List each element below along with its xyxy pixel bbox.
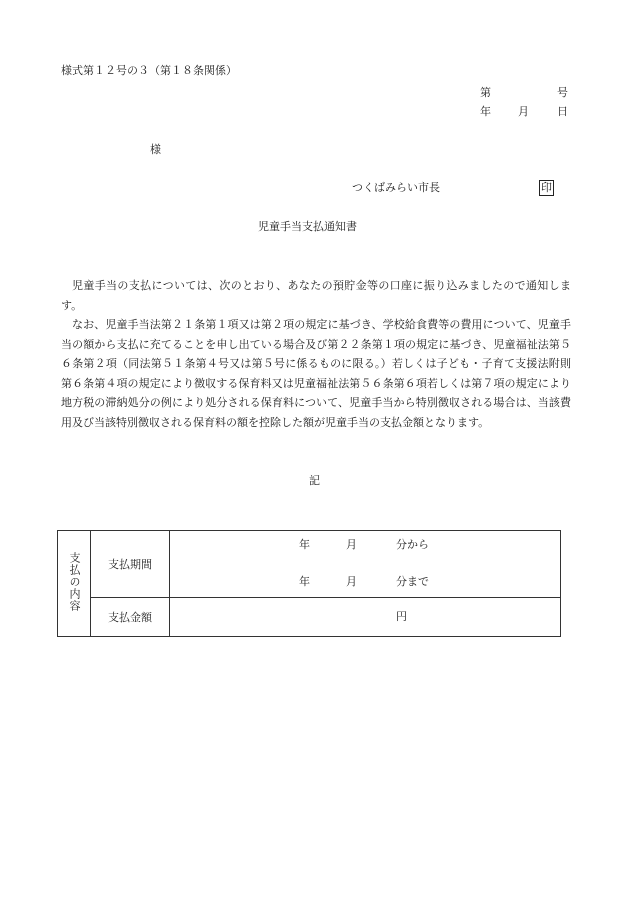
- period-to-year: 年: [299, 575, 310, 588]
- period-label: 支払期間: [91, 531, 170, 598]
- amount-label: 支払金額: [91, 598, 170, 637]
- amount-unit: 円: [396, 610, 407, 623]
- body-paragraph-1: 児童手当の支払については、次のとおり、あなたの預貯金等の口座に振り込みましたので通知します。: [61, 279, 571, 312]
- period-from-month: 月: [346, 538, 357, 551]
- date-year: 年: [480, 105, 491, 118]
- document-title: 児童手当支払通知書: [258, 220, 357, 233]
- payment-table: [57, 530, 561, 637]
- date-month: 月: [518, 105, 529, 118]
- section-label: 支払の内容: [68, 552, 81, 612]
- form-number: 様式第１２号の３（第１８条関係）: [61, 64, 237, 77]
- period-from-suffix: 分から: [396, 538, 429, 551]
- period-cell: [170, 531, 561, 598]
- date-day: 日: [557, 105, 568, 118]
- period-to-month: 月: [346, 575, 357, 588]
- amount-cell: [170, 598, 561, 637]
- doc-number-dai: 第: [480, 86, 491, 99]
- ki-label: 記: [309, 474, 320, 487]
- body-paragraph-2: なお、児童手当法第２１条第１項又は第２項の規定に基づき、学校給食費等の費用について、児童手当の額から支払に充てることを申し出ている場合及び第２２条第１項の規定に基づき、児童福祉法第５６条第２項（同法第５１条第４号又は第５号に係るものに限る。）若しくは子ども・子育て支援法附則第６条第４項の規定により徴収する保育料又は児童福祉法第５６条第６項若しくは第７項の規定により地方税の滞納処分の例により処分される保育料について、児童手当から特別徴収される場合は、当該費用及び当該特別徴収される保育料の額を控除した額が児童手当の支払金額となります。: [61, 318, 571, 429]
- body-text: [61, 276, 571, 432]
- period-to-suffix: 分まで: [396, 575, 429, 588]
- seal-mark: 印: [541, 181, 552, 194]
- doc-number-go: 号: [557, 86, 568, 99]
- addressee-suffix: 様: [150, 143, 161, 156]
- section-label-cell: [58, 531, 91, 637]
- issuer-name: つくばみらい市長: [352, 181, 440, 194]
- period-from-year: 年: [299, 538, 310, 551]
